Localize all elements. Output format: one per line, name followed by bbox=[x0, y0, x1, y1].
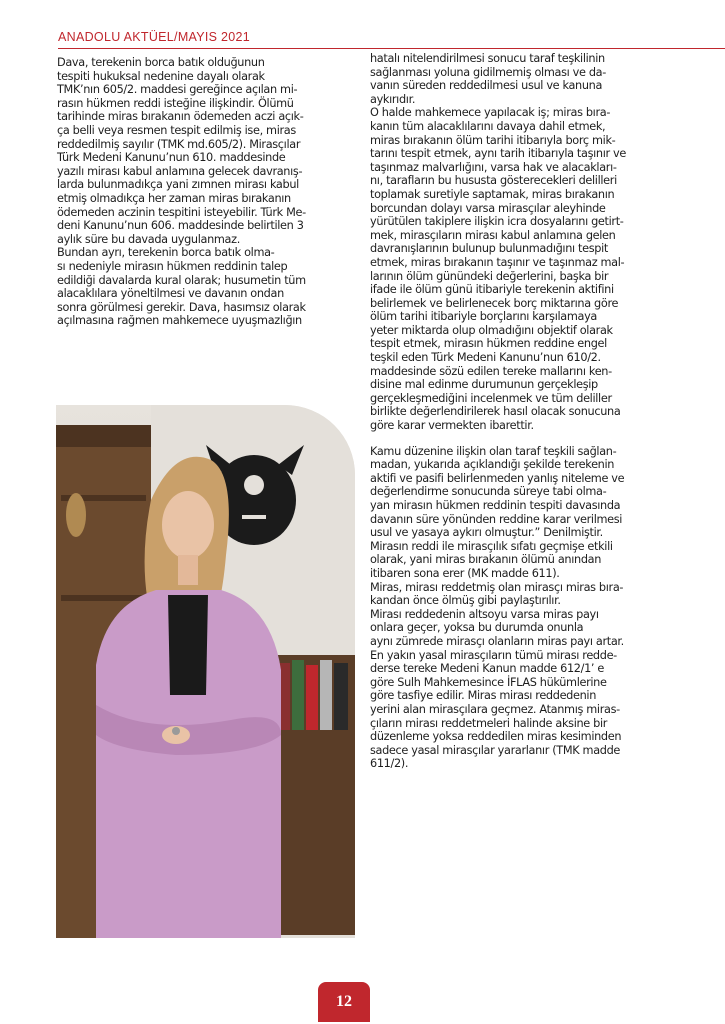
decor-vase bbox=[66, 493, 86, 537]
paragraph: Dava, terekenin borca batık olduğunun tespiti hukuksal nedenine dayalı olarak TMK’nın 605/2. maddesi gereğince açılan mi- rasın hükmen reddi isteğine ilişkindir. Ölümü tarihinde miras bırakanın ödemeden aczi açık- ça belli veya resmen tespit edilmiş ise, miras reddedilmiş sayılır (TMK md.605/2). Mirasçılar Türk Medeni Kanunu’nun 610. maddesinde yazılı mirası kabul anlamına gelecek davranış- larda bulunmadıkça yani zımnen mirası kabul etmiş olmadıkça her zaman miras bırakanın ödemeden aczinin tespitini isteyebilir. Türk Me- deni Kanunu’nun 606. maddesinde belirtilen 3 aylık süre bu davada uygulanmaz. bbox=[57, 56, 306, 246]
paragraph: Bundan ayrı, terekenin borca batık olma- sı nedeniyle mirasın hükmen reddinin talep edildiği davalarda kural olarak; husumetin tüm alacaklılara yöneltilmesi ve davanın ondan sonra görülmesi gerekir. Dava, hasımsız olarak açılmasına rağmen mahkemece uyuşmazlığın bbox=[57, 246, 306, 328]
page-number: 12 bbox=[318, 982, 370, 1022]
paragraph: En yakın yasal mirasçıların tümü mirası redde- derse tereke Medeni Kanun madde 612/1’ e göre Sulh Mahkemesince İFLAS hükümlerine göre tasfiye edilir. Miras mirası reddedenin yerini alan mirasçılara geçmez. Atanmış miras- çıların mirası reddetmeleri halinde aksine bir düzenleme yoksa reddedilen miras kesiminden sadece yasal mirasçılar yararlanır (TMK madde 611/2). bbox=[370, 648, 622, 771]
paragraph: Kamu düzenine ilişkin olan taraf teşkili sağlan- madan, yukarıda açıklandığı şekilde terekenin aktifi ve pasifi belirlenmeden yanlış niteleme ve değerlendirme sonucunda süreye tabi olma- yan mirasın hükmen reddinin tespiti davasında davanın süre yönünden reddine karar verilmesi usul ve yasaya aykırı olmuştur.” Denilmiştir. bbox=[370, 444, 625, 540]
paragraph: Mirasın reddi ile mirasçılık sıfatı geçmişe etkili olarak, yani miras bırakanın ölümü anından itibaren sona erer (MK madde 611). bbox=[370, 539, 613, 580]
paragraph: O halde mahkemece yapılacak iş; miras bıra- kanın tüm alacaklılarını davaya dahil etmek, miras bırakanın ölüm tarihi itibarıyla borç mik- tarını tespit etmek, aynı tarih itibarıyla taşınır ve taşınmaz malvarlığını, varsa hak ve alacakları- nı, tarafların bu hususta gösterecekleri delilleri toplamak suretiyle saptamak, miras bırakanın borcundan dolayı varsa mirasçılar aleyhinde yürütülen takiplere ilişkin icra dosyalarını getirt- mek, mirasçıların mirası kabul anlamına gelen davranışlarının bulunup bulunmadığını tespit etmek, miras bırakanın taşınır ve taşınmaz mal- larının ölüm günündeki değerlerini, başka bir ifade ile ölüm günü itibariyle terekenin aktifini belirlemek ve belirlenecek borç miktarına göre ölüm tarihi itibariyle borçlarını karşılamaya yeter miktarda olup olmadığını objektif olarak tespit etmek, mirasın hükmen reddine engel teşkil eden Türk Medeni Kanunu’nun 610/2. maddesinde sözü edilen tereke mallarını ken- disine mal edinme durumunun gerçekleşip gerçekleşmediğini incelenmek ve tüm deliller birlikte değerlendirilerek hasıl olacak sonucuna göre karar vermekten ibarettir. bbox=[370, 106, 626, 433]
portrait-illustration bbox=[56, 405, 355, 938]
left-text-column bbox=[57, 56, 357, 328]
paragraph: Miras, mirası reddetmiş olan mirasçı miras bıra- kandan önce ölmüş gibi paylaştırılır. bbox=[370, 580, 624, 608]
paragraph: hatalı nitelendirilmesi sonucu taraf teşkilinin sağlanması yoluna gidilmemiş olması ve da- vanın süreden reddedilmesi usul ve kanuna aykırıdır. bbox=[370, 52, 606, 106]
header-rule bbox=[58, 48, 725, 49]
paragraph: Mirası reddedenin altsoyu varsa miras payı onlara geçer, yoksa bu durumda onunla aynı zümrede mirasçı olanların miras payı artar. bbox=[370, 607, 624, 648]
magazine-header: ANADOLU AKTÜEL/MAYIS 2021 bbox=[58, 30, 251, 44]
right-text-column bbox=[370, 52, 676, 771]
wristwatch bbox=[172, 727, 180, 735]
portrait-photo bbox=[56, 405, 355, 938]
